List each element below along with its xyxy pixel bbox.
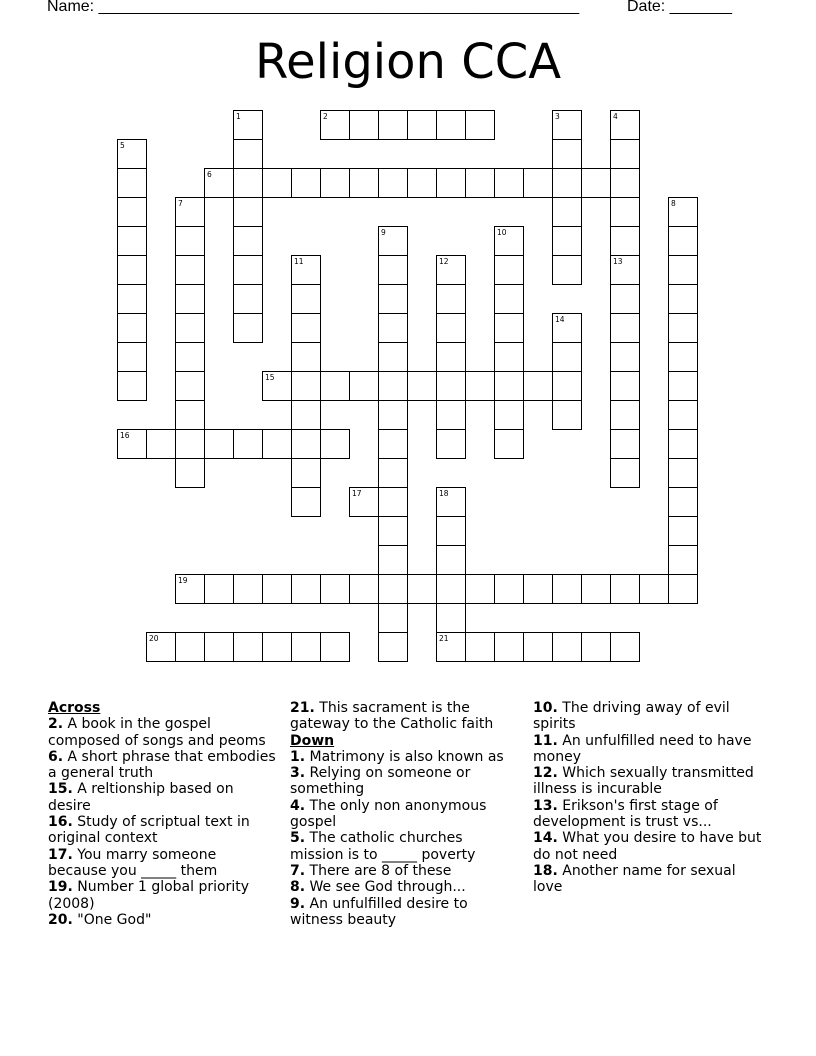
grid-cell[interactable] xyxy=(291,255,321,285)
grid-cell[interactable] xyxy=(378,342,408,372)
clue-across-6: 6. A short phrase that embodies a general truth xyxy=(48,748,276,782)
grid-cell[interactable] xyxy=(581,574,611,604)
grid-cell[interactable] xyxy=(523,168,553,198)
grid-cell[interactable] xyxy=(320,429,350,459)
cell-number: 2 xyxy=(323,112,328,121)
grid-cell[interactable] xyxy=(610,429,640,459)
grid-cell[interactable] xyxy=(610,313,640,343)
grid-cell[interactable] xyxy=(233,168,263,198)
grid-cell[interactable] xyxy=(581,632,611,662)
grid-cell[interactable] xyxy=(639,574,669,604)
grid-cell[interactable] xyxy=(552,168,582,198)
grid-cell[interactable] xyxy=(552,197,582,227)
cell-number: 8 xyxy=(671,199,676,208)
grid-cell[interactable] xyxy=(668,400,698,430)
grid-cell[interactable] xyxy=(465,632,495,662)
grid-cell[interactable] xyxy=(175,284,205,314)
grid-cell[interactable] xyxy=(378,226,408,256)
grid-cell[interactable] xyxy=(523,574,553,604)
name-date-header xyxy=(47,0,747,20)
cell-number: 6 xyxy=(207,170,212,179)
grid-cell[interactable] xyxy=(117,371,147,401)
grid-cell[interactable] xyxy=(378,313,408,343)
cell-number: 15 xyxy=(265,373,275,382)
grid-cell[interactable] xyxy=(117,284,147,314)
grid-cell[interactable] xyxy=(407,110,437,140)
grid-cell[interactable] xyxy=(291,574,321,604)
cell-number: 19 xyxy=(178,576,188,585)
clue-across-19: 19. Number 1 global priority (2008) xyxy=(48,879,249,912)
grid-cell[interactable] xyxy=(291,168,321,198)
clue-down-8: 8. We see God through... xyxy=(290,879,466,896)
grid-cell[interactable] xyxy=(349,371,379,401)
grid-cell[interactable] xyxy=(117,226,147,256)
grid-cell[interactable] xyxy=(262,168,292,198)
cell-number: 12 xyxy=(439,257,449,266)
grid-cell[interactable] xyxy=(552,110,582,140)
grid-cell[interactable] xyxy=(494,226,524,256)
grid-cell[interactable] xyxy=(668,226,698,256)
grid-cell[interactable] xyxy=(494,400,524,430)
grid-cell[interactable] xyxy=(407,574,437,604)
grid-cell[interactable] xyxy=(668,458,698,488)
grid-cell[interactable] xyxy=(291,429,321,459)
grid-cell[interactable] xyxy=(175,313,205,343)
clue-down-11: 11. An unfulfilled need to have money xyxy=(533,732,752,765)
grid-cell[interactable] xyxy=(436,603,466,633)
cell-number: 11 xyxy=(294,257,304,266)
grid-cell[interactable] xyxy=(233,313,263,343)
clue-down-7: 7. There are 8 of these xyxy=(290,862,452,879)
cell-number: 10 xyxy=(497,228,507,237)
grid-cell[interactable] xyxy=(204,168,234,198)
name-line[interactable]: ______________________________________________________ xyxy=(98,0,580,15)
grid-cell[interactable] xyxy=(523,632,553,662)
grid-cell[interactable] xyxy=(291,342,321,372)
grid-cell[interactable] xyxy=(494,255,524,285)
clue-across-17: 17. You marry someone because you _____ them xyxy=(48,846,218,879)
grid-cell[interactable] xyxy=(407,168,437,198)
date-label: Date: xyxy=(627,0,670,15)
grid-cell[interactable] xyxy=(378,545,408,575)
cell-number: 20 xyxy=(149,634,159,643)
grid-cell[interactable] xyxy=(378,110,408,140)
cell-number: 14 xyxy=(555,315,565,324)
grid-cell[interactable] xyxy=(436,342,466,372)
grid-cell[interactable] xyxy=(494,632,524,662)
grid-cell[interactable] xyxy=(523,371,553,401)
clue-down-4: 4. The only non anonymous gospel xyxy=(290,797,487,831)
grid-cell[interactable] xyxy=(262,632,292,662)
page-title: Religion CCA xyxy=(254,34,562,90)
grid-cell[interactable] xyxy=(262,574,292,604)
clues-column-3 xyxy=(533,700,768,896)
clue-across-2: 2. A book in the gospel composed of songs and peoms xyxy=(48,716,266,749)
grid-cell[interactable] xyxy=(378,255,408,285)
cell-number: 7 xyxy=(178,199,183,208)
grid-cell[interactable] xyxy=(610,168,640,198)
grid-cell[interactable] xyxy=(465,168,495,198)
grid-cell[interactable] xyxy=(146,429,176,459)
clues-column-1 xyxy=(48,700,276,928)
grid-cell[interactable] xyxy=(465,371,495,401)
grid-cell[interactable] xyxy=(668,255,698,285)
grid-cell[interactable] xyxy=(668,371,698,401)
grid-cell[interactable] xyxy=(117,429,147,459)
grid-cell[interactable] xyxy=(320,110,350,140)
clue-down-5: 5. The catholic churches mission is to _____ poverty xyxy=(290,830,476,863)
grid-cell[interactable] xyxy=(378,168,408,198)
grid-cell[interactable] xyxy=(320,574,350,604)
name-label: Name: xyxy=(47,0,99,15)
grid-cell[interactable] xyxy=(668,429,698,459)
grid-cell[interactable] xyxy=(494,313,524,343)
cell-number: 3 xyxy=(555,112,560,121)
grid-cell[interactable] xyxy=(175,255,205,285)
date-line[interactable]: _______ xyxy=(669,0,732,15)
grid-cell[interactable] xyxy=(610,139,640,169)
grid-cell[interactable] xyxy=(668,284,698,314)
grid-cell[interactable] xyxy=(117,168,147,198)
cell-number: 18 xyxy=(439,489,449,498)
name-field[interactable] xyxy=(47,0,579,16)
grid-cell[interactable] xyxy=(233,284,263,314)
grid-cell[interactable] xyxy=(204,429,234,459)
grid-cell[interactable] xyxy=(494,168,524,198)
grid-cell[interactable] xyxy=(610,458,640,488)
grid-cell[interactable] xyxy=(378,574,408,604)
grid-cell[interactable] xyxy=(175,429,205,459)
grid-cell[interactable] xyxy=(233,632,263,662)
grid-cell[interactable] xyxy=(349,487,379,517)
grid-cell[interactable] xyxy=(610,255,640,285)
cell-number: 13 xyxy=(613,257,623,266)
grid-cell[interactable] xyxy=(349,110,379,140)
grid-cell[interactable] xyxy=(378,371,408,401)
grid-cell[interactable] xyxy=(349,574,379,604)
grid-cell[interactable] xyxy=(117,313,147,343)
cell-number: 5 xyxy=(120,141,125,150)
grid-cell[interactable] xyxy=(175,574,205,604)
grid-cell[interactable] xyxy=(378,516,408,546)
grid-cell[interactable] xyxy=(436,429,466,459)
grid-cell[interactable] xyxy=(436,284,466,314)
grid-cell[interactable] xyxy=(494,371,524,401)
clue-down-12: 12. Which sexually transmitted illness is incurable xyxy=(533,765,754,798)
grid-cell[interactable] xyxy=(552,139,582,169)
down-heading: Down xyxy=(290,732,335,749)
grid-cell[interactable] xyxy=(175,197,205,227)
grid-cell[interactable] xyxy=(233,226,263,256)
grid-cell[interactable] xyxy=(436,574,466,604)
clue-across-20: 20. "One God" xyxy=(48,911,152,928)
grid-cell[interactable] xyxy=(436,371,466,401)
grid-cell[interactable] xyxy=(668,516,698,546)
clue-down-14: 14. What you desire to have but do not need xyxy=(533,830,762,863)
grid-cell[interactable] xyxy=(552,342,582,372)
grid-cell[interactable] xyxy=(262,371,292,401)
grid-cell[interactable] xyxy=(552,371,582,401)
grid-cell[interactable] xyxy=(291,284,321,314)
grid-cell[interactable] xyxy=(668,574,698,604)
cell-number: 4 xyxy=(613,112,618,121)
cell-number: 17 xyxy=(352,489,362,498)
grid-cell[interactable] xyxy=(320,632,350,662)
grid-cell[interactable] xyxy=(117,197,147,227)
grid-cell[interactable] xyxy=(378,487,408,517)
across-heading: Across xyxy=(48,700,101,716)
clue-down-3: 3. Relying on someone or something xyxy=(290,765,471,798)
grid-cell[interactable] xyxy=(204,632,234,662)
grid-cell[interactable] xyxy=(552,632,582,662)
grid-cell[interactable] xyxy=(291,400,321,430)
grid-cell[interactable] xyxy=(407,371,437,401)
grid-cell[interactable] xyxy=(552,313,582,343)
grid-cell[interactable] xyxy=(233,429,263,459)
grid-cell[interactable] xyxy=(436,110,466,140)
grid-cell[interactable] xyxy=(552,255,582,285)
grid-cell[interactable] xyxy=(378,429,408,459)
cell-number: 16 xyxy=(120,431,130,440)
grid-cell[interactable] xyxy=(436,168,466,198)
grid-cell[interactable] xyxy=(436,400,466,430)
grid-cell[interactable] xyxy=(175,226,205,256)
date-field[interactable] xyxy=(627,0,732,16)
grid-cell[interactable] xyxy=(610,226,640,256)
grid-cell[interactable] xyxy=(668,197,698,227)
grid-cell[interactable] xyxy=(610,574,640,604)
grid-cell[interactable] xyxy=(320,168,350,198)
grid-cell[interactable] xyxy=(291,313,321,343)
grid-cell[interactable] xyxy=(233,197,263,227)
grid-cell[interactable] xyxy=(175,632,205,662)
grid-cell[interactable] xyxy=(175,458,205,488)
grid-cell[interactable] xyxy=(465,110,495,140)
grid-cell[interactable] xyxy=(436,487,466,517)
clue-across-21: 21. This sacrament is the gateway to the Catholic faith xyxy=(290,700,494,733)
grid-cell[interactable] xyxy=(378,458,408,488)
grid-cell[interactable] xyxy=(552,574,582,604)
grid-cell[interactable] xyxy=(262,429,292,459)
cell-number: 9 xyxy=(381,228,386,237)
clue-down-18: 18. Another name for sexual love xyxy=(533,862,736,896)
grid-cell[interactable] xyxy=(233,110,263,140)
grid-cell[interactable] xyxy=(610,400,640,430)
clues-column-2 xyxy=(290,700,520,928)
grid-cell[interactable] xyxy=(175,371,205,401)
grid-cell[interactable] xyxy=(320,371,350,401)
cell-number: 1 xyxy=(236,112,241,121)
grid-cell[interactable] xyxy=(552,400,582,430)
grid-cell[interactable] xyxy=(436,545,466,575)
grid-cell[interactable] xyxy=(610,371,640,401)
cell-number: 21 xyxy=(439,634,449,643)
grid-cell[interactable] xyxy=(436,516,466,546)
grid-cell[interactable] xyxy=(233,255,263,285)
clue-down-9: 9. An unfulfilled desire to witness beauty xyxy=(290,895,468,928)
grid-cell[interactable] xyxy=(378,603,408,633)
grid-cell[interactable] xyxy=(175,342,205,372)
grid-cell[interactable] xyxy=(436,313,466,343)
grid-cell[interactable] xyxy=(610,197,640,227)
grid-cell[interactable] xyxy=(610,110,640,140)
grid-cell[interactable] xyxy=(291,487,321,517)
grid-cell[interactable] xyxy=(349,168,379,198)
grid-cell[interactable] xyxy=(668,342,698,372)
grid-cell[interactable] xyxy=(117,255,147,285)
grid-cell[interactable] xyxy=(668,487,698,517)
grid-cell[interactable] xyxy=(494,429,524,459)
grid-cell[interactable] xyxy=(610,284,640,314)
grid-cell[interactable] xyxy=(494,284,524,314)
clue-down-1: 1. Matrimony is also known as xyxy=(290,748,504,765)
grid-cell[interactable] xyxy=(436,255,466,285)
grid-cell[interactable] xyxy=(610,342,640,372)
grid-cell[interactable] xyxy=(436,632,466,662)
grid-cell[interactable] xyxy=(204,574,234,604)
grid-cell[interactable] xyxy=(291,458,321,488)
grid-cell[interactable] xyxy=(494,342,524,372)
grid-cell[interactable] xyxy=(378,400,408,430)
grid-cell[interactable] xyxy=(552,226,582,256)
grid-cell[interactable] xyxy=(378,632,408,662)
grid-cell[interactable] xyxy=(378,284,408,314)
grid-cell[interactable] xyxy=(465,574,495,604)
grid-cell[interactable] xyxy=(668,545,698,575)
grid-cell[interactable] xyxy=(668,313,698,343)
clue-across-15: 15. A reltionship based on desire xyxy=(48,781,234,814)
grid-cell[interactable] xyxy=(291,632,321,662)
grid-cell[interactable] xyxy=(581,168,611,198)
clue-down-10: 10. The driving away of evil spirits xyxy=(533,700,730,733)
grid-cell[interactable] xyxy=(610,632,640,662)
clue-across-16: 16. Study of scriptual text in original context xyxy=(48,814,250,847)
grid-cell[interactable] xyxy=(233,574,263,604)
clue-down-13: 13. Erikson's first stage of development is trust vs... xyxy=(533,797,718,831)
grid-cell[interactable] xyxy=(175,400,205,430)
grid-cell[interactable] xyxy=(233,139,263,169)
grid-cell[interactable] xyxy=(494,574,524,604)
grid-cell[interactable] xyxy=(117,342,147,372)
grid-cell[interactable] xyxy=(146,632,176,662)
grid-cell[interactable] xyxy=(117,139,147,169)
grid-cell[interactable] xyxy=(291,371,321,401)
